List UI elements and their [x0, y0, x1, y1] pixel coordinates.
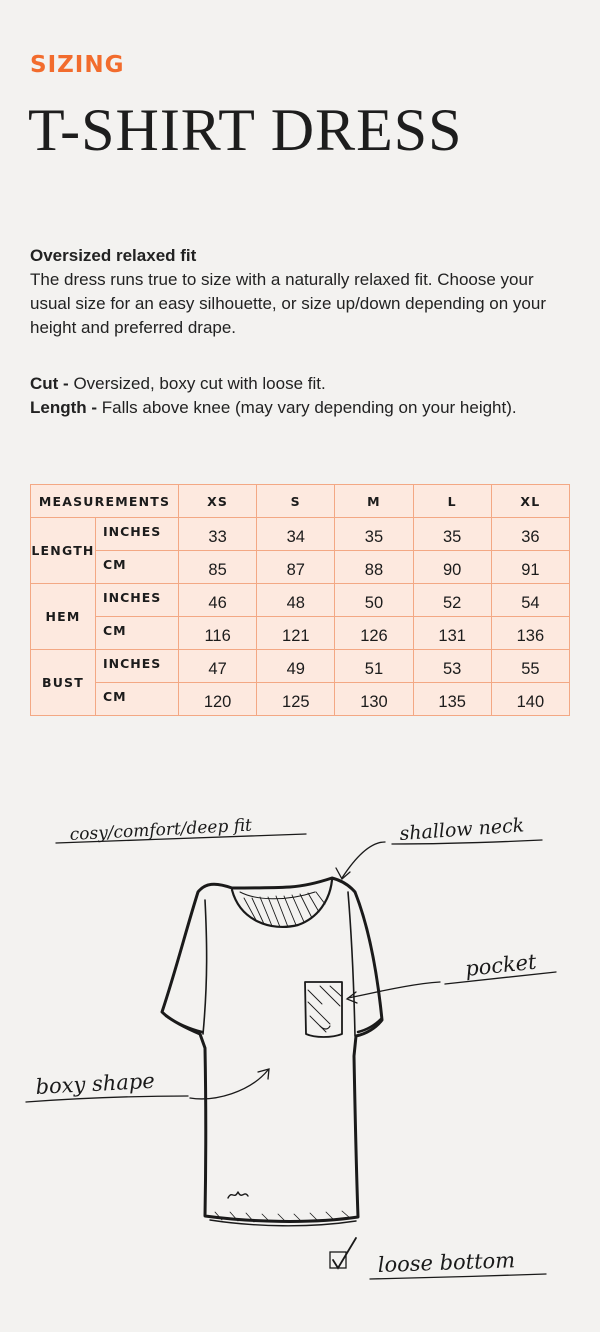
measurement-value: 85 [179, 551, 257, 584]
annotation-pocket: pocket [464, 949, 538, 981]
measurements-header: MEASUREMENTS [31, 485, 179, 518]
measurement-value: 136 [491, 617, 569, 650]
fit-text: The dress runs true to size with a naturally relaxed fit. Choose your usual size for an easy silhouette, or size up/down depending on your height and preferred drape. [30, 270, 546, 337]
group-label: HEM [31, 584, 96, 650]
unit-label: CM [96, 551, 179, 584]
section-eyebrow: SIZING [30, 52, 125, 78]
unit-label: INCHES [96, 584, 179, 617]
size-table [30, 484, 570, 716]
measurement-value: 55 [491, 650, 569, 683]
annotation-neck: shallow neck [398, 814, 525, 845]
measurement-value: 35 [413, 518, 491, 551]
cut-text: Oversized, boxy cut with loose fit. [73, 374, 326, 393]
measurement-value: 36 [491, 518, 569, 551]
page-title: T-SHIRT DRESS [28, 97, 463, 163]
measurement-value: 53 [413, 650, 491, 683]
measurement-value: 140 [491, 683, 569, 716]
measurement-value: 33 [179, 518, 257, 551]
size-header: XS [179, 485, 257, 518]
length-label: Length - [30, 398, 102, 417]
measurement-value: 50 [335, 584, 413, 617]
annotation-shape: boxy shape [35, 1068, 156, 1099]
shape-arrow [190, 1070, 268, 1099]
size-header: XL [491, 485, 569, 518]
sleeve-seam-right [348, 892, 355, 1036]
dress-outline [162, 878, 382, 1221]
size-header: L [413, 485, 491, 518]
pocket-arrow [348, 982, 440, 998]
measurement-value: 49 [257, 650, 335, 683]
measurement-value: 126 [335, 617, 413, 650]
cut-line [30, 372, 575, 396]
measurement-value: 130 [335, 683, 413, 716]
length-line [30, 396, 575, 420]
measurement-value: 116 [179, 617, 257, 650]
unit-label: INCHES [96, 518, 179, 551]
hem-mark [228, 1192, 248, 1198]
check-mark [333, 1238, 356, 1268]
measurement-value: 120 [179, 683, 257, 716]
measurement-value: 46 [179, 584, 257, 617]
size-header-row [31, 485, 570, 518]
measurement-value: 35 [335, 518, 413, 551]
sleeve-seam-left [203, 900, 207, 1034]
group-label: BUST [31, 650, 96, 716]
unit-label: CM [96, 683, 179, 716]
measurement-value: 47 [179, 650, 257, 683]
measurement-value: 121 [257, 617, 335, 650]
measurement-value: 91 [491, 551, 569, 584]
measurement-value: 131 [413, 617, 491, 650]
body-crease [320, 1026, 330, 1029]
measurement-value: 135 [413, 683, 491, 716]
measurement-value: 34 [257, 518, 335, 551]
size-header: M [335, 485, 413, 518]
length-text: Falls above knee (may vary depending on your height). [101, 398, 517, 417]
table-row [31, 518, 570, 551]
table-row [31, 683, 570, 716]
annotation-bottom: loose bottom [377, 1248, 516, 1277]
fit-title: Oversized relaxed fit [30, 246, 197, 265]
size-header: S [257, 485, 335, 518]
neckline-inner [240, 892, 315, 899]
cut-label: Cut - [30, 374, 74, 393]
table-row [31, 617, 570, 650]
measurement-value: 48 [257, 584, 335, 617]
measurement-value: 90 [413, 551, 491, 584]
unit-label: CM [96, 617, 179, 650]
measurement-value: 87 [257, 551, 335, 584]
table-row [31, 584, 570, 617]
table-row [31, 650, 570, 683]
unit-label: INCHES [96, 650, 179, 683]
dress-illustration [0, 780, 600, 1332]
table-row [31, 551, 570, 584]
measurement-value: 54 [491, 584, 569, 617]
measurement-value: 51 [335, 650, 413, 683]
group-label: LENGTH [31, 518, 96, 584]
pocket-hatching [308, 986, 341, 1032]
measurement-value: 125 [257, 683, 335, 716]
annotation-fit: cosy/comfort/deep fit [69, 815, 253, 845]
measurement-value: 88 [335, 551, 413, 584]
sleeve-hem-left [166, 1016, 202, 1032]
fit-description [30, 244, 575, 420]
measurement-value: 52 [413, 584, 491, 617]
